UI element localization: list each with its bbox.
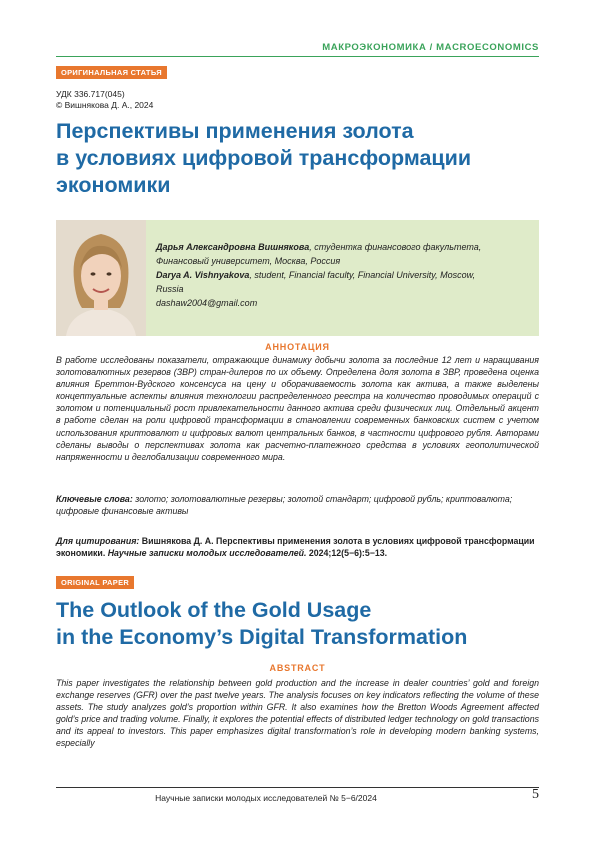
title-ru-line: экономики (56, 173, 171, 197)
section-divider (56, 56, 539, 57)
citation-journal: Научные записки молодых исследователей. (107, 548, 307, 559)
title-ru-line: в условиях цифровой трансформации (56, 146, 472, 170)
citation (56, 535, 539, 559)
author-photo (56, 220, 146, 336)
keywords-label: Ключевые слова: (56, 494, 133, 504)
author-desc-en: , student, Financial faculty, Financial University, Moscow, (249, 270, 476, 280)
author-desc-ru: , студентка финансового факультета, (309, 242, 482, 252)
title-en-line: in the Economy’s Digital Transformation (56, 625, 468, 649)
author-name-ru: Дарья Александровна Вишнякова (156, 242, 310, 252)
page-number: 5 (532, 787, 539, 802)
keywords-list: золото; золотовалютные резервы; золотой стандарт; цифровой рубль; криптовалюта; цифровые финансовые активы (56, 494, 513, 517)
udk-code: УДК 336.717(045) (56, 89, 125, 99)
citation-ref: 2024;12(5−6):5−13. (306, 548, 388, 559)
article-type-badge-en: ORIGINAL PAPER (56, 576, 134, 589)
abstract-text-ru: В работе исследованы показатели, отражающие динамику добычи золота за последние 12 лет и наращивания золотовалютных резервов (ЗВР) стран-дилеров по их объему. Определена доля золота в ЗВР, проведена оценка влияния Бреттон-Вудского консенсуса на цену и оборачиваемость золота как актива, а также выделены концептуальные аспекты влияния технологии распределенного реестра на количество проводимых операций с золотом и потенциальный рост привлекательности данного актива среди физических лиц. Отдельный акцент в работе сделан на роли цифровой трансформации в становлении современных банковских систем с учетом использования криптовалют и цифровых валют центральных банков, в частности цифрового рубля. Авторами сделаны выводы о перспективах золота как расчетно-платежного средства в условиях геополитической напряженности и деглобализации современного мира. (56, 355, 539, 462)
author-portrait-image (56, 220, 146, 336)
keywords (56, 493, 539, 517)
copyright-line: © Вишнякова Д. А., 2024 (56, 100, 154, 110)
abstract-heading-en: ABSTRACT (269, 663, 326, 673)
author-info (146, 220, 539, 336)
section-label: МАКРОЭКОНОМИКА / MACROECONOMICS (322, 42, 539, 53)
author-email[interactable]: dashaw2004@gmail.com (156, 298, 258, 308)
author-box (56, 220, 539, 336)
article-type-badge-ru: ОРИГИНАЛЬНАЯ СТАТЬЯ (56, 66, 167, 79)
abstract-heading-ru: АННОТАЦИЯ (265, 342, 330, 352)
footer-divider (56, 787, 539, 788)
footer-journal: Научные записки молодых исследователей № 5−6/2024 (155, 793, 377, 803)
citation-text: Вишнякова Д. А. Перспективы применения золота в условиях цифровой трансформации экономики. (56, 536, 535, 559)
citation-label: Для цитирования: (56, 536, 140, 546)
author-country-en: Russia (156, 284, 184, 294)
title-en-line: The Outlook of the Gold Usage (56, 598, 372, 622)
abstract-text-en: This paper investigates the relationship between gold production and the increase in dealer countries’ gold and foreign exchange reserves (GFR) over the past twelve years. The analysis focuses on key indicators reflecting the volume of these assets. The study analyzes gold’s proportion within GFR. It also examines how the Bretton Woods Agreement affected gold’s price and trading volume. Finally, it explores the potential effects of distributed ledger technology on gold transactions and its appeal to investors. This paper emphasizes digital transformation’s role in developing modern banking systems, especially (56, 678, 539, 749)
article-title-en (56, 597, 539, 651)
article-title-ru (56, 118, 539, 199)
title-ru-line: Перспективы применения золота (56, 119, 414, 143)
author-ru (156, 240, 529, 254)
author-name-en: Darya A. Vishnyakova (156, 270, 250, 280)
udk-block (56, 89, 153, 111)
author-affiliation-ru: Финансовый университет, Москва, Россия (156, 256, 341, 266)
author-en (156, 268, 529, 282)
